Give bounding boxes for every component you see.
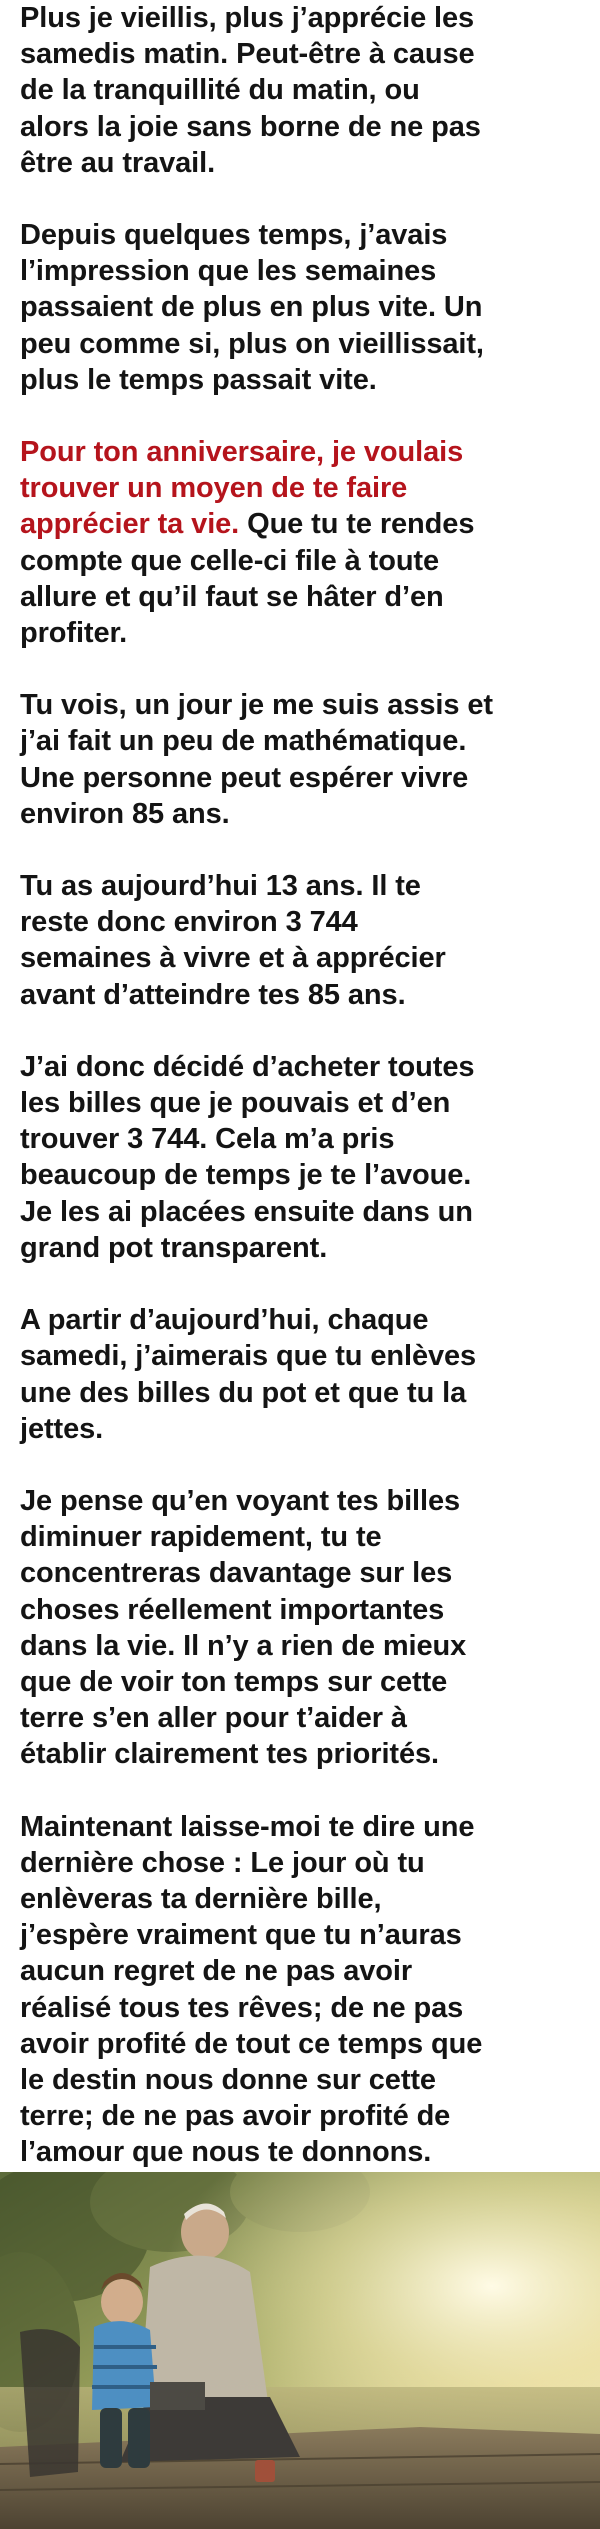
highlighted-sentence: Pour ton anniversaire, je voulais trouver un moyen de te faire apprécier ta vie.: [20, 436, 464, 541]
tackle-box: [150, 2382, 205, 2410]
paragraph-mathematics: Tu vois, un jour je me suis assis et j’ai fait un peu de mathématique. Une personne peut espérer vivre environ 85 ans.: [20, 689, 493, 830]
mug: [255, 2460, 275, 2482]
paragraph-every-saturday: A partir d’aujourd’hui, chaque samedi, j’aimerais que tu enlèves une des billes du pot et que tu la jettes.: [20, 1304, 477, 1445]
letter-article: [20, 0, 590, 2207]
paragraph-saturday-mornings: Plus je vieillis, plus j’apprécie les samedis matin. Peut-être à cause de la tranquillité du matin, ou alors la joie sans borne de ne pas être au travail.: [20, 2, 481, 179]
chair: [20, 2329, 80, 2477]
paragraph-birthday-rest: Que tu te rendes compte que celle-ci file à toute allure et qu’il faut se hâter d’en profiter.: [20, 508, 475, 650]
paragraph-marbles-jar: J’ai donc décidé d’acheter toutes les billes que je pouvais et d’en trouver 3 744. Cela m’a pris beaucoup de temps je te l’avoue. Je les ai placées ensuite dans un grand pot transparent.: [20, 1050, 475, 1264]
paragraph-priorities: Je pense qu’en voyant tes billes diminuer rapidement, tu te concentreras davantage sur les choses réellement importantes dans la vie. Il n’y a rien de mieux que de voir ton temps sur cette terre s’en aller pour t’aider à établir clairement tes priorités.: [20, 1484, 467, 1771]
dock-photo: [0, 2172, 600, 2529]
paragraph-birthday: [20, 434, 590, 651]
paragraph-age-thirteen: Tu as aujourd’hui 13 ans. Il te reste donc environ 3 744 semaines à vivre et à apprécier avant d’atteindre tes 85 ans.: [20, 870, 446, 1011]
paragraph-weeks-passing: Depuis quelques temps, j’avais l’impression que les semaines passaient de plus en plus vite. Un peu comme si, plus on vieillissait, plus le temps passait vite.: [20, 219, 484, 396]
paragraph-last-marble: Maintenant laisse-moi te dire une dernière chose : Le jour où tu enlèveras ta dernière bille, j’espère vraiment que tu n’auras aucun regret de ne pas avoir réalisé tous tes rêves; de ne pas avoir profité de tout ce temps que le destin nous donne sur cette terre; de ne pas avoir profité de l’amour que nous te donnons.: [20, 1810, 483, 2169]
